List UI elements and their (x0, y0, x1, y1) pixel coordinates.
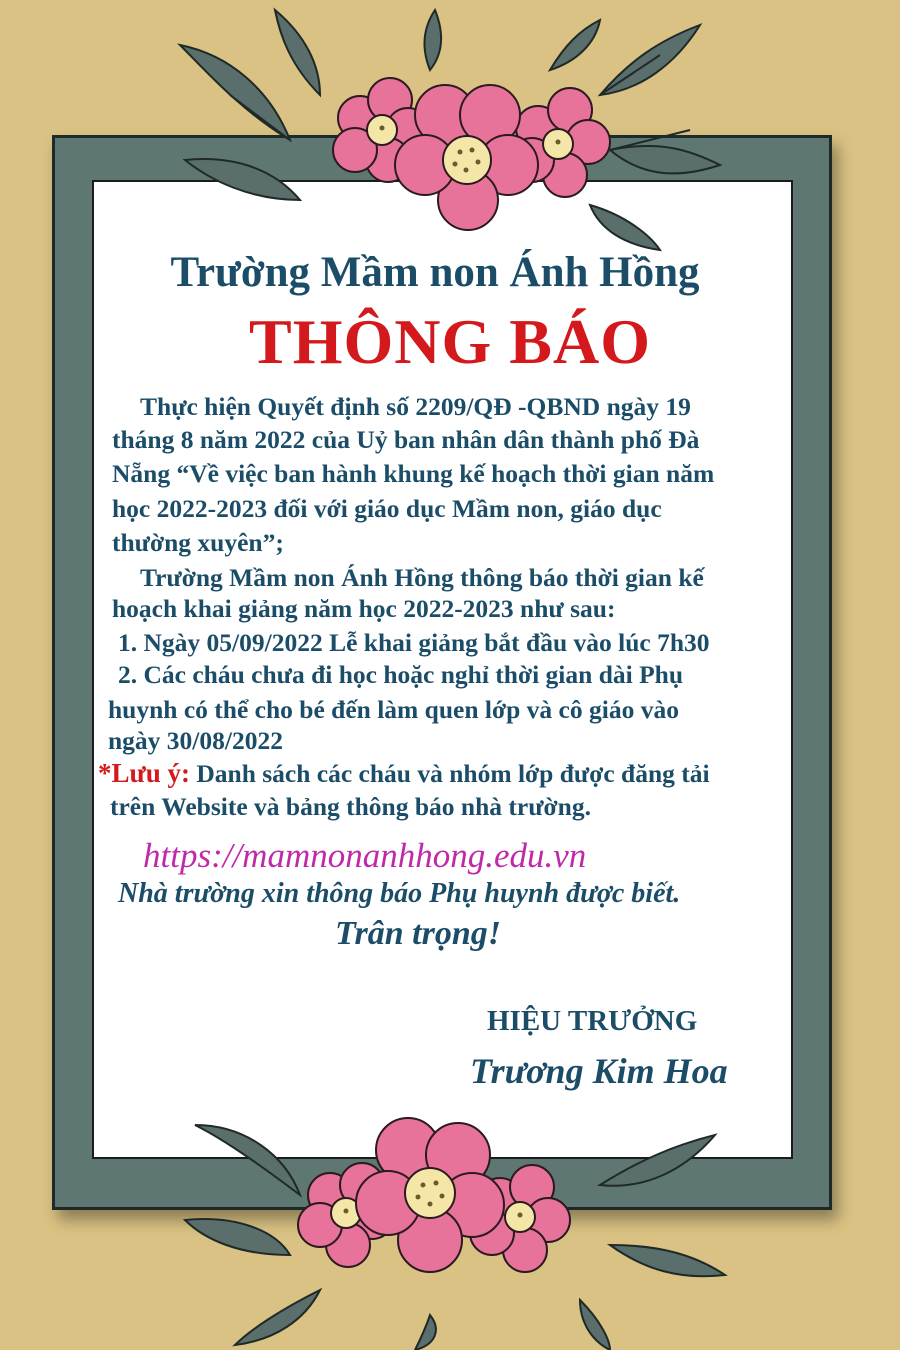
text-line: Trường Mầm non Ánh Hồng thông báo thời gian kế (140, 563, 704, 592)
note-label: *Lưu ý: (98, 758, 190, 788)
text-line: huynh có thể cho bé đến làm quen lớp và cô giáo vào (108, 695, 679, 724)
note-line (98, 758, 710, 789)
text-line: hoạch khai giảng năm học 2022-2023 như sau: (112, 594, 616, 623)
top-flower-decoration (170, 0, 730, 255)
principal-name: Trương Kim Hoa (470, 1051, 728, 1091)
website-link[interactable]: https://mamnonanhhong.edu.vn (143, 836, 587, 875)
text-line: học 2022-2023 đối với giáo dục Mầm non, giáo dục (112, 494, 662, 523)
text-line: trên Website và bảng thông báo nhà trường. (110, 792, 591, 821)
text-line: thường xuyên”; (112, 528, 284, 557)
regards: Trân trọng! (335, 915, 501, 952)
notice-title: THÔNG BÁO (249, 306, 651, 377)
text-line: Thực hiện Quyết định số 2209/QĐ -QBND ngày 19 (140, 392, 691, 421)
closing-line: Nhà trường xin thông báo Phụ huynh được biết. (118, 878, 681, 909)
text-line: 2. Các cháu chưa đi học hoặc nghỉ thời gian dài Phụ (118, 660, 684, 689)
note-text: Danh sách các cháu và nhóm lớp được đăng tải (196, 759, 710, 788)
principal-title: HIỆU TRƯỞNG (487, 1005, 698, 1037)
school-name: Trường Mầm non Ánh Hồng (170, 249, 700, 296)
list-item: 1. Ngày 05/09/2022 Lễ khai giảng bắt đầu vào lúc 7h30 (118, 628, 710, 657)
text-line: tháng 8 năm 2022 của Uỷ ban nhân dân thành phố Đà (112, 425, 700, 454)
text-line: Nẵng “Về việc ban hành khung kế hoạch thời gian năm (112, 459, 715, 488)
text-line: ngày 30/08/2022 (108, 726, 283, 755)
bottom-flower-decoration (180, 1105, 740, 1350)
